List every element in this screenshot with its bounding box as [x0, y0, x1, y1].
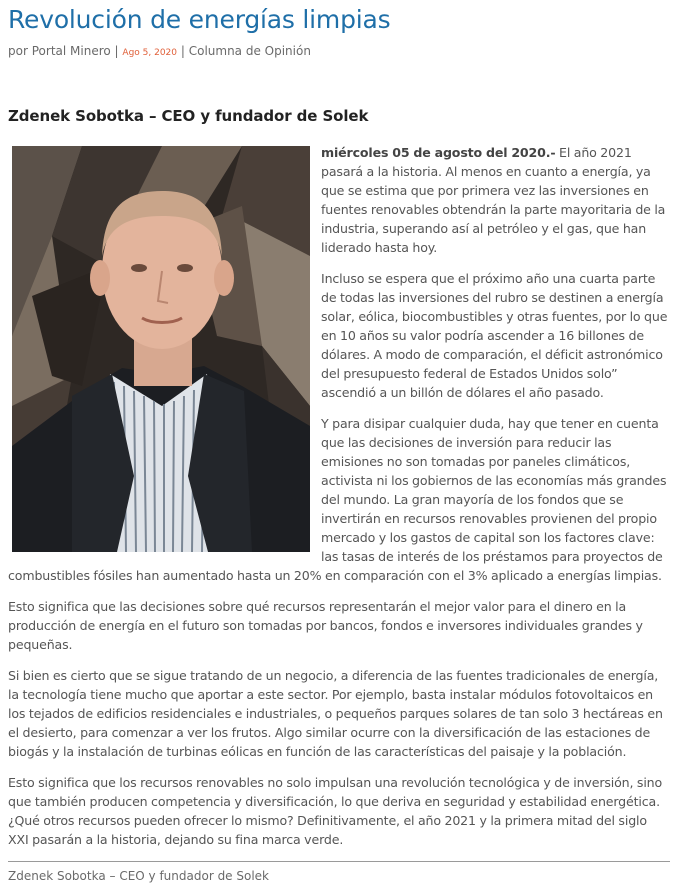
- meta-separator: |: [114, 44, 119, 58]
- divider: [8, 861, 670, 862]
- author-photo: [12, 146, 310, 552]
- dateline: miércoles 05 de agosto del 2020.-: [321, 145, 556, 160]
- paragraph: Esto significa que las decisiones sobre qué recursos representarán el mejor valor para el dinero en la producción de energía en el futuro son tomadas por bancos, fondos e inversores individuales grandes y pequeñas.: [8, 599, 643, 652]
- paragraph: Esto significa que los recursos renovables no solo impulsan una revolución tecnológica y de inversión, sino que también producen competencia y diversificación, lo que deriva en seguridad y estabilidad energética. ¿Qué otros recursos pueden ofrecer lo mismo? Definitivamente, el año 2021 y la primera mitad del siglo XXI pasarán a la historia, dejando su fina marca verde.: [8, 775, 663, 847]
- meta-by-prefix: por: [8, 44, 28, 58]
- paragraph: Incluso se espera que el próximo año una cuarta parte de todas las inversiones del rubro se destinen a energía solar, eólica, biocombustibles y otras fuentes, por lo que en 10 años su valor podría ascender a 16 billones de dólares. A modo de comparación, el déficit astronómico del presupuesto federal de Estados Unidos solo” ascendió a un billón de dólares el año pasado.: [321, 271, 668, 400]
- paragraph: miércoles 05 de agosto del 2020.- El año 2021 pasará a la historia. Al menos en cuanto a energía, ya que se estima que por primera vez las inversiones en fuentes renovables obtendrán la parte mayoritaria de la industria, superando así al petróleo y el gas, que han liderado hasta hoy.: [321, 145, 666, 255]
- author-link[interactable]: Portal Minero: [31, 44, 111, 58]
- paragraph: Y para disipar cualquier duda, hay que tener en cuenta que las decisiones de inversión para reducir las emisiones no son tomadas por paneles climáticos, activista ni los gobiernos de las economías más grandes del mundo. La gran mayoría de los fondos que se invertirán en recursos renovables provienen del propio mercado y los gastos de capital son los factores clave: las tasas de interés de los préstamos para proyectos de combustibles fósiles han aumentado hasta un 20% en comparación con el 3% aplicado a energías limpias.: [8, 416, 667, 583]
- article: [8, 0, 670, 884]
- category-link[interactable]: Columna de Opinión: [188, 44, 311, 58]
- article-subtitle: Zdenek Sobotka – CEO y fundador de Solek: [8, 107, 369, 125]
- publish-date: Ago 5, 2020: [122, 48, 178, 58]
- author-caption: Zdenek Sobotka – CEO y fundador de Solek: [8, 869, 270, 883]
- article-body: [8, 143, 670, 849]
- portrait-image: [12, 146, 310, 552]
- paragraph: Si bien es cierto que se sigue tratando de un negocio, a diferencia de las fuentes tradicionales de energía, la tecnología tiene mucho que aportar a este sector. Por ejemplo, basta instalar módulos fotovoltaicos en los tejados de edificios residenciales e industriales, o pequeños parques solares de tan solo 3 hectáreas en el desierto, para comenzar a ver los frutos. Algo similar ocurre con la diversificación de las estaciones de biogás y la instalación de turbinas eólicas en función de las características del paisaje y la población.: [8, 668, 663, 759]
- meta-separator: |: [180, 44, 185, 58]
- article-title: Revolución de energías limpias: [8, 5, 391, 34]
- article-meta: [8, 43, 670, 61]
